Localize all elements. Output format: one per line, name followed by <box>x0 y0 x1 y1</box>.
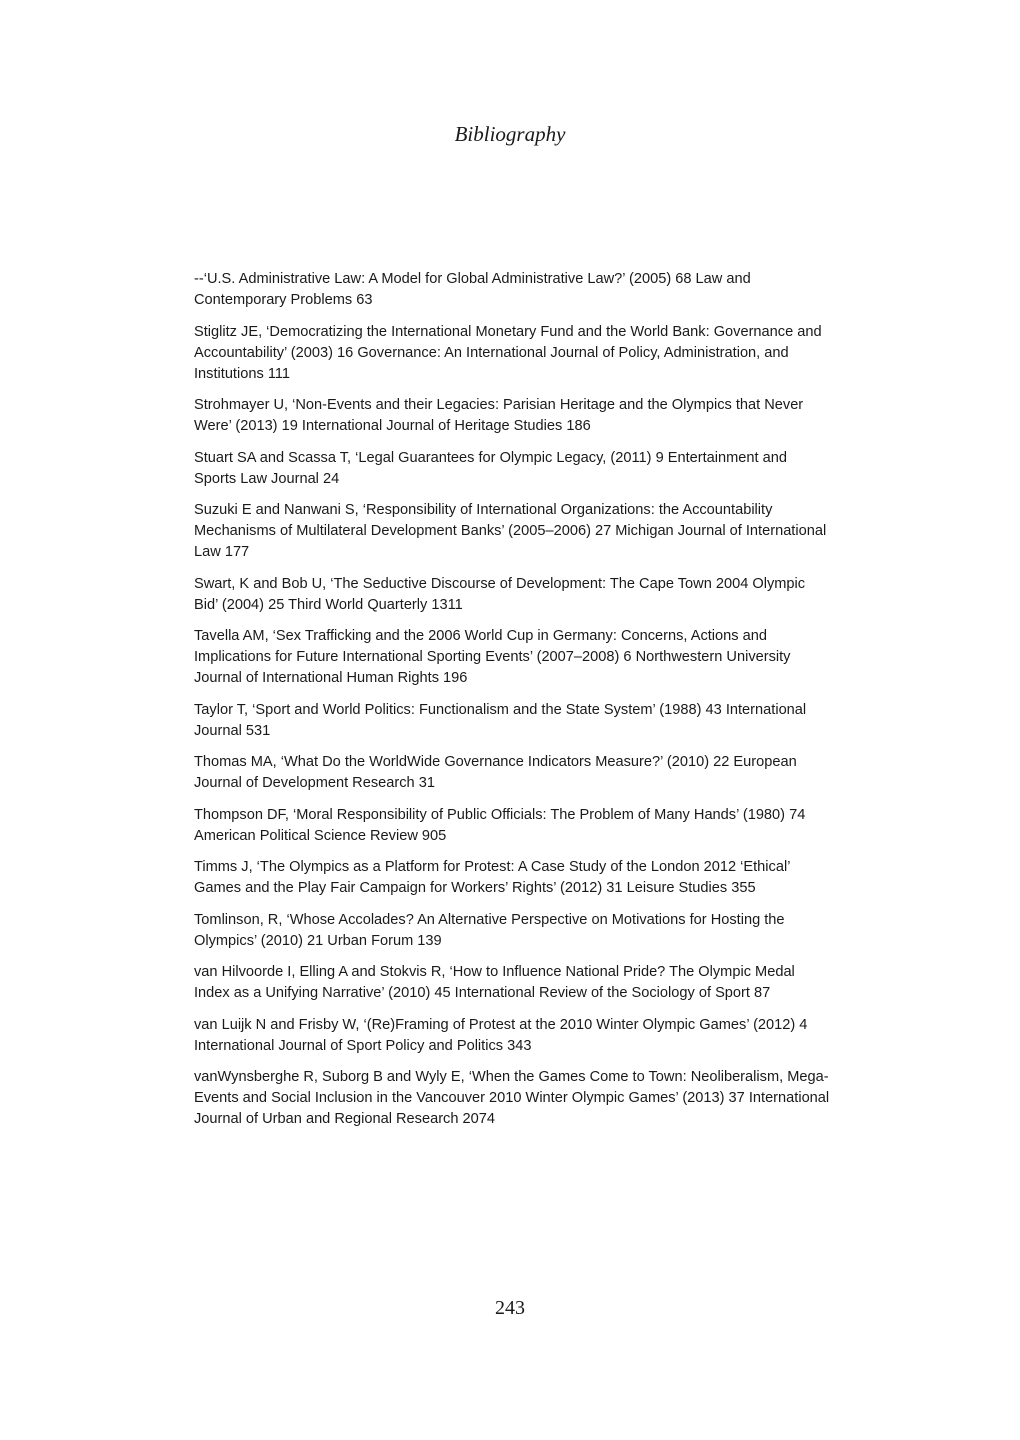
bibliography-entry: Timms J, ‘The Olympics as a Platform for Protest: A Case Study of the London 2012 ‘Ethical’ Games and the Play Fair Campaign for Workers’ Rights’ (2012) 31 Leisure Studies 355 <box>194 859 790 896</box>
bibliography-entry: Thomas MA, ‘What Do the WorldWide Governance Indicators Measure?’ (2010) 22 European Journal of Development Research 31 <box>194 754 797 791</box>
bibliography-entry: Stuart SA and Scassa T, ‘Legal Guarantees for Olympic Legacy, (2011) 9 Entertainment and Sports Law Journal 24 <box>194 449 787 487</box>
bibliography-entry: Strohmayer U, ‘Non-Events and their Legacies: Parisian Heritage and the Olympics that Never Were’ (2013) 19 International Journal of Heritage Studies 186 <box>194 397 804 434</box>
bibliography-entry: van Luijk N and Frisby W, ‘(Re)Framing of Protest at the 2010 Winter Olympic Games’ (2012) 4 International Journal of Sport Policy and Politics 343 <box>194 1016 808 1054</box>
bibliography-entry: van Hilvoorde I, Elling A and Stokvis R, ‘How to Influence National Pride? The Olympic Medal Index as a Unifying Narrative’ (2010) 45 International Review of the Sociology of Sport 87 <box>194 964 795 1001</box>
bibliography-entry: Stiglitz JE, ‘Democratizing the International Monetary Fund and the World Bank: Governance and Accountability’ (2003) 16 Governance: An International Journal of Policy, Administration, and Institutions 111 <box>194 323 822 382</box>
bibliography-entry: Suzuki E and Nanwani S, ‘Responsibility of International Organizations: the Accountability Mechanisms of Multilateral Development Banks’ (2005–2006) 27 Michigan Journal of International Law 177 <box>194 502 827 560</box>
bibliography-entry: --‘U.S. Administrative Law: A Model for Global Administrative Law?’ (2005) 68 Law and Contemporary Problems 63 <box>194 271 751 308</box>
bibliography-entry: Tavella AM, ‘Sex Trafficking and the 2006 World Cup in Germany: Concerns, Actions and Implications for Future International Sporting Events’ (2007–2008) 6 Northwestern University Journal of International Human Rights 196 <box>194 628 791 686</box>
bibliography-entry: Swart, K and Bob U, ‘The Seductive Discourse of Development: The Cape Town 2004 Olympic Bid’ (2004) 25 Third World Quarterly 1311 <box>194 575 806 613</box>
bibliography-entry: vanWynsberghe R, Suborg B and Wyly E, ‘When the Games Come to Town: Neoliberalism, Mega-Events and Social Inclusion in the Vancouver 2010 Winter Olympic Games’ (2013) 37 International Journal of Urban and Regional Research 2074 <box>194 1069 830 1127</box>
bibliography-entry: Taylor T, ‘Sport and World Politics: Functionalism and the State System’ (1988) 43 International Journal 531 <box>194 701 807 739</box>
bibliography-list <box>194 269 830 1141</box>
page-number: 243 <box>495 1297 525 1319</box>
bibliography-entry: Thompson DF, ‘Moral Responsibility of Public Officials: The Problem of Many Hands’ (1980) 74 American Political Science Review 905 <box>194 806 806 844</box>
bibliography-entry: Tomlinson, R, ‘Whose Accolades? An Alternative Perspective on Motivations for Hosting the Olympics’ (2010) 21 Urban Forum 139 <box>194 911 785 949</box>
running-header: Bibliography <box>454 122 566 146</box>
